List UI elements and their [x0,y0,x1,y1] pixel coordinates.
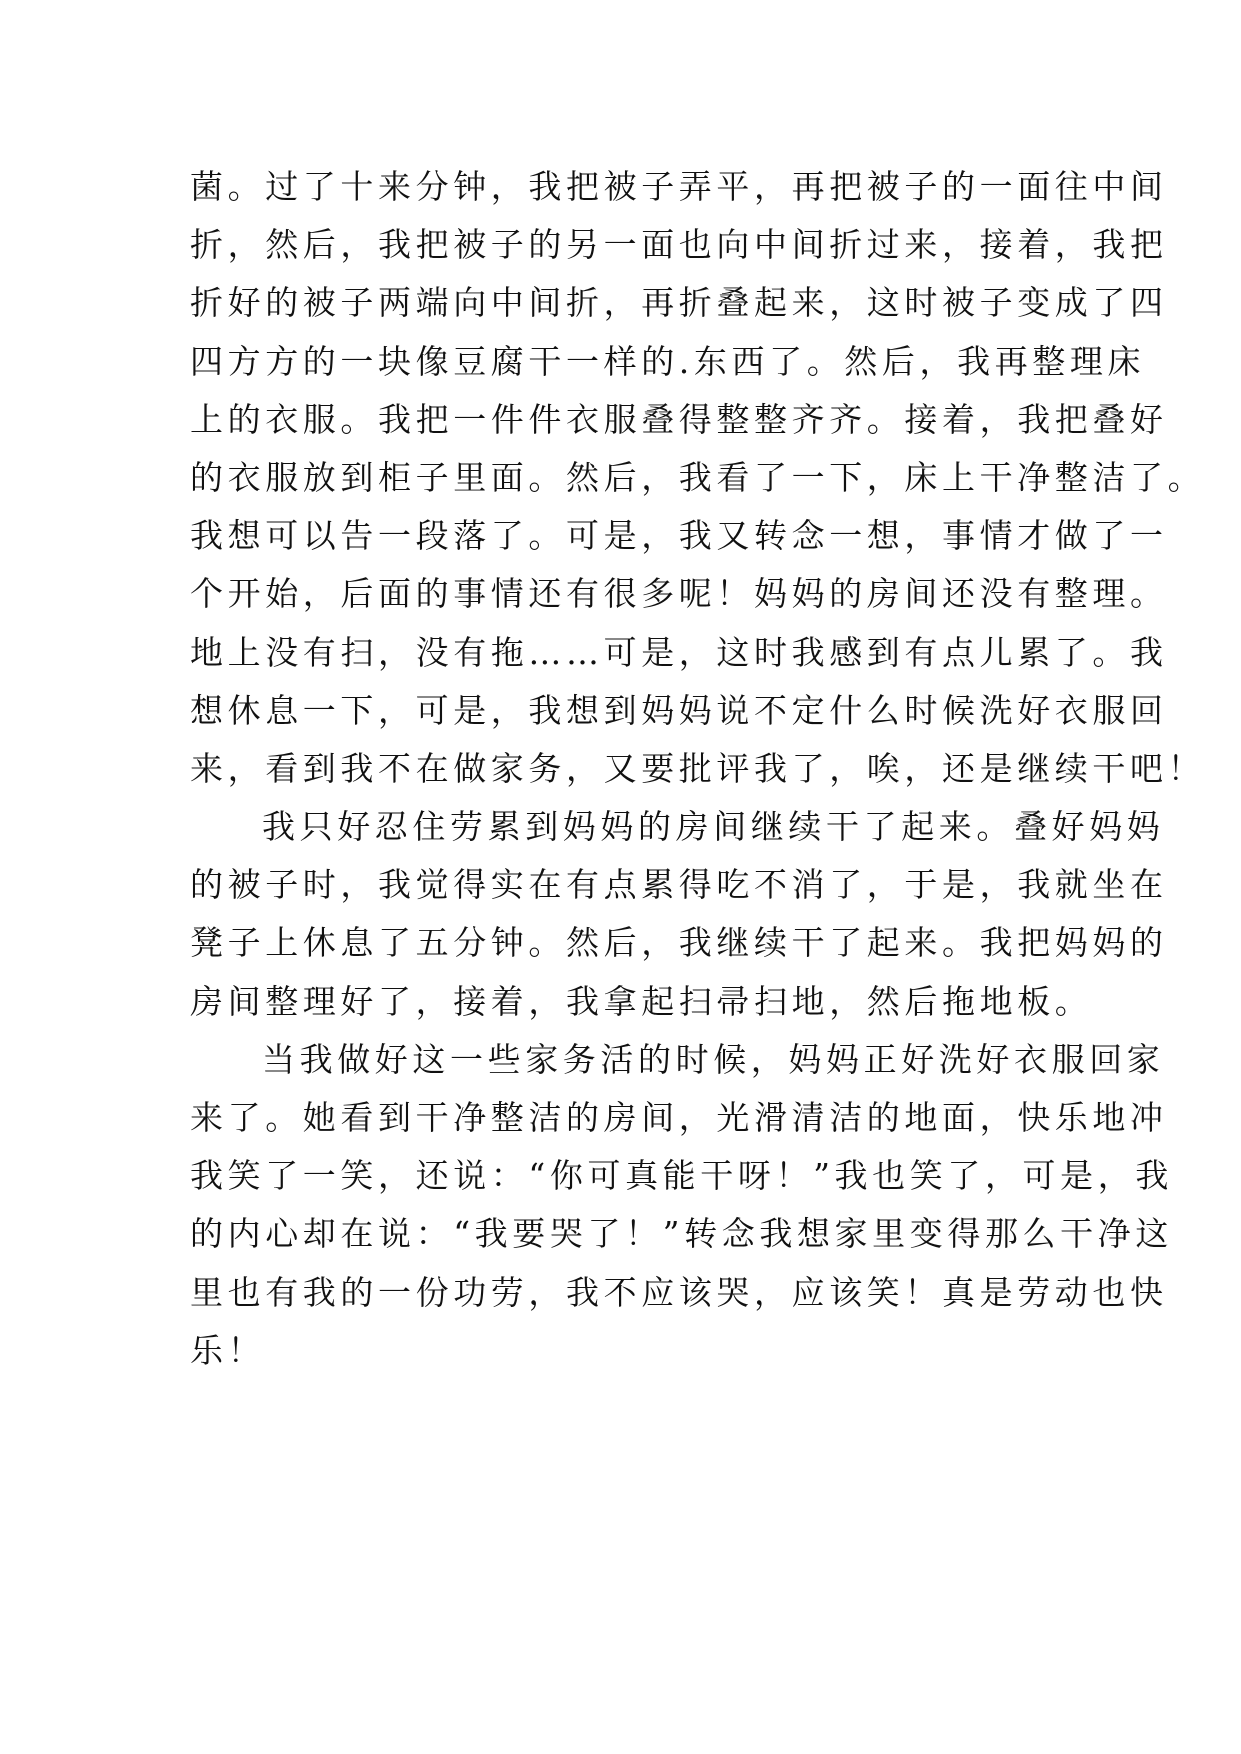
paragraph-start-line: 我只好忍住劳累到妈妈的房间继续干了起来。叠好妈妈 [262,807,1165,847]
document-body [190,158,1206,1380]
text-line: 乐！ [190,1330,266,1370]
text-line: 想休息一下，可是，我想到妈妈说不定什么时候洗好衣服回 [190,690,1168,730]
paragraph-start-line: 当我做好这一些家务活的时候，妈妈正好洗好衣服回家 [262,1039,1165,1079]
text-line: 里也有我的一份功劳，我不应该哭，应该笑！真是劳动也快 [190,1272,1168,1312]
text-line: 地上没有扫，没有拖……可是，这时我感到有点儿累了。我 [190,632,1168,672]
text-line: 上的衣服。我把一件件衣服叠得整整齐齐。接着，我把叠好 [190,399,1168,439]
text-line: 的衣服放到柜子里面。然后，我看了一下，床上干净整洁了。 [190,457,1206,497]
text-line: 菌。过了十来分钟，我把被子弄平，再把被子的一面往中间 [190,167,1168,206]
text-line: 来，看到我不在做家务，又要批评我了，唉，还是继续干吧！ [190,748,1206,788]
text-line: 折，然后，我把被子的另一面也向中间折过来，接着，我把 [190,225,1168,265]
text-line: 凳子上休息了五分钟。然后，我继续干了起来。我把妈妈的 [190,923,1168,963]
text-line: 的内心却在说：“我要哭了！”转念我想家里变得那么干净这 [190,1214,1173,1254]
text-line: 我笑了一笑，还说：“你可真能干呀！”我也笑了，可是，我 [190,1156,1173,1196]
text-line: 房间整理好了，接着，我拿起扫帚扫地，然后拖地板。 [190,981,1093,1021]
text-line: 的被子时，我觉得实在有点累得吃不消了，于是，我就坐在 [190,865,1168,905]
text-line: 来了。她看到干净整洁的房间，光滑清洁的地面，快乐地冲 [190,1098,1168,1137]
text-line: 折好的被子两端向中间折，再折叠起来，这时被子变成了四 [190,283,1168,323]
text-line: 个开始，后面的事情还有很多呢！妈妈的房间还没有整理。 [190,574,1168,614]
text-line: 我想可以告一段落了。可是，我又转念一想，事情才做了一 [190,516,1168,556]
text-line: 四方方的一块像豆腐干一样的.东西了。然后，我再整理床 [190,341,1146,381]
